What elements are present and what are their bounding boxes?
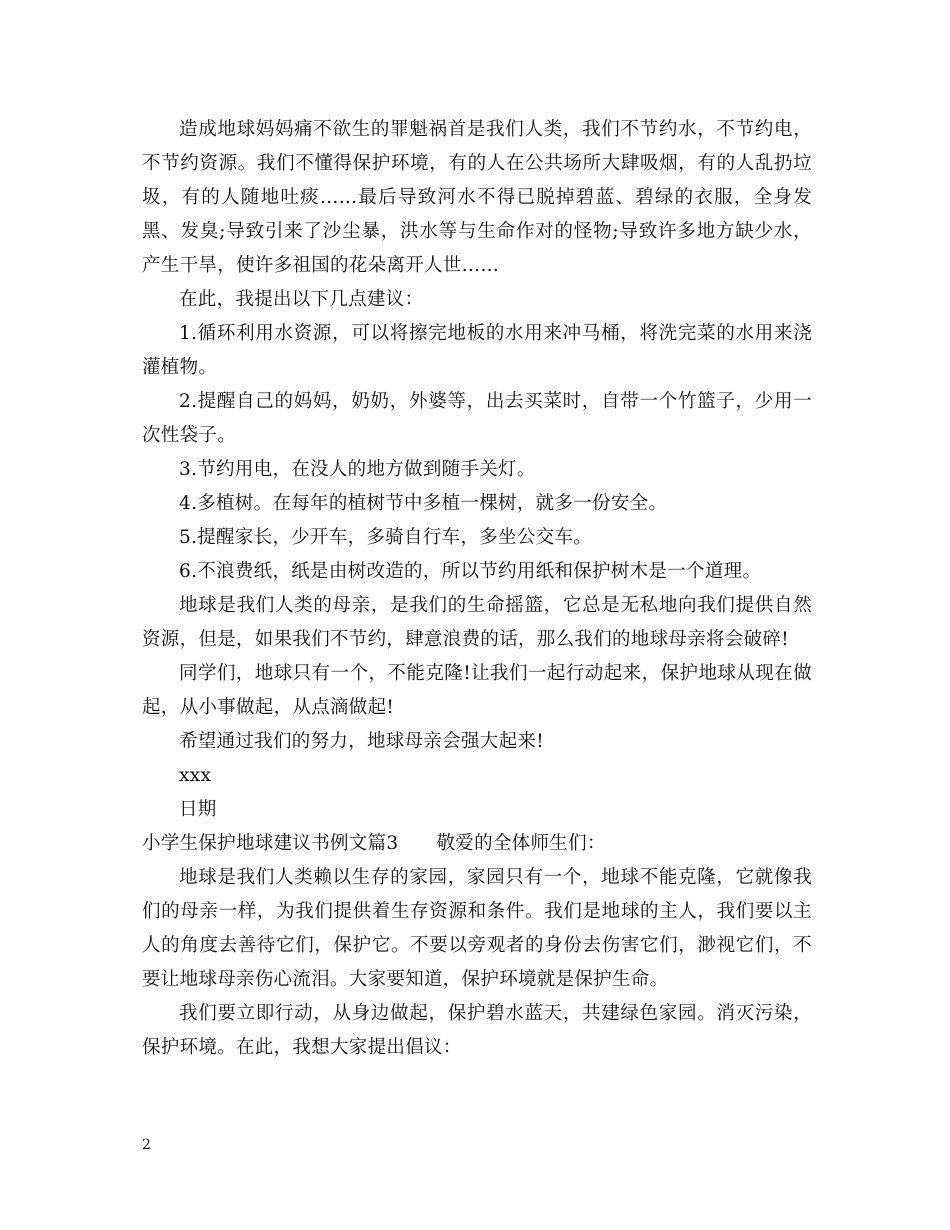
paragraph: 造成地球妈妈痛不欲生的罪魁祸首是我们人类，我们不节约水，不节约电，不节约资源。我们不懂得保护环境，有的人在公共场所大肆吸烟，有的人乱扔垃圾，有的人随地吐痰……最后导致河水不得已脱掉碧蓝、碧绿的衣服，全身发黑、发臭;导致引来了沙尘暴，洪水等与生命作对的怪物;导致许多地方缺少水，产生干旱，使许多祖国的花朵离开人世…… bbox=[142, 119, 812, 276]
suggestion-item: 1.循环利用水资源，可以将擦完地板的水用来冲马桶，将洗完菜的水用来浇灌植物。 bbox=[142, 323, 812, 378]
section-title: 小学生保护地球建议书例文篇3 bbox=[142, 833, 399, 854]
paragraph: 在此，我提出以下几点建议： bbox=[179, 289, 424, 310]
paragraph: 地球是我们人类赖以生存的家园，家园只有一个，地球不能克隆，它就像我们的母亲一样，为我们提供着生存资源和条件。我们是地球的主人，我们要以主人的角度去善待它们，保护它。不要以旁观者的身份去伤害它们，渺视它们，不要让地球母亲伤心流泪。大家要知道，保护环境就是保护生命。 bbox=[142, 867, 812, 990]
signature-date: 日期 bbox=[179, 799, 217, 820]
suggestion-item: 4.多植树。在每年的植树节中多植一棵树，就多一份安全。 bbox=[179, 493, 668, 514]
paragraph: 希望通过我们的努力，地球母亲会强大起来! bbox=[179, 731, 544, 752]
signature-name: xxx bbox=[179, 765, 212, 786]
suggestion-item: 5.提醒家长，少开车，多骑自行车，多坐公交车。 bbox=[179, 527, 593, 548]
paragraph: 同学们，地球只有一个，不能克隆!让我们一起行动起来，保护地球从现在做起，从小事做起，从点滴做起! bbox=[142, 663, 812, 718]
document-body bbox=[142, 113, 812, 1065]
suggestion-item: 2.提醒自己的妈妈，奶奶，外婆等，出去买菜时，自带一个竹篮子，少用一次性袋子。 bbox=[142, 391, 812, 446]
greeting: 敬爱的全体师生们： bbox=[436, 833, 606, 854]
suggestion-item: 3.节约用电，在没人的地方做到随手关灯。 bbox=[179, 459, 536, 480]
section-heading bbox=[142, 827, 812, 861]
suggestion-item: 6.不浪费纸，纸是由树改造的，所以节约用纸和保护树木是一个道理。 bbox=[179, 561, 762, 582]
page-number: 2 bbox=[142, 1137, 151, 1153]
paragraph: 我们要立即行动，从身边做起，保护碧水蓝天，共建绿色家园。消灭污染，保护环境。在此，我想大家提出倡议： bbox=[142, 1003, 812, 1058]
paragraph: 地球是我们人类的母亲，是我们的生命摇篮，它总是无私地向我们提供自然资源，但是，如果我们不节约，肆意浪费的话，那么我们的地球母亲将会破碎! bbox=[142, 595, 812, 650]
